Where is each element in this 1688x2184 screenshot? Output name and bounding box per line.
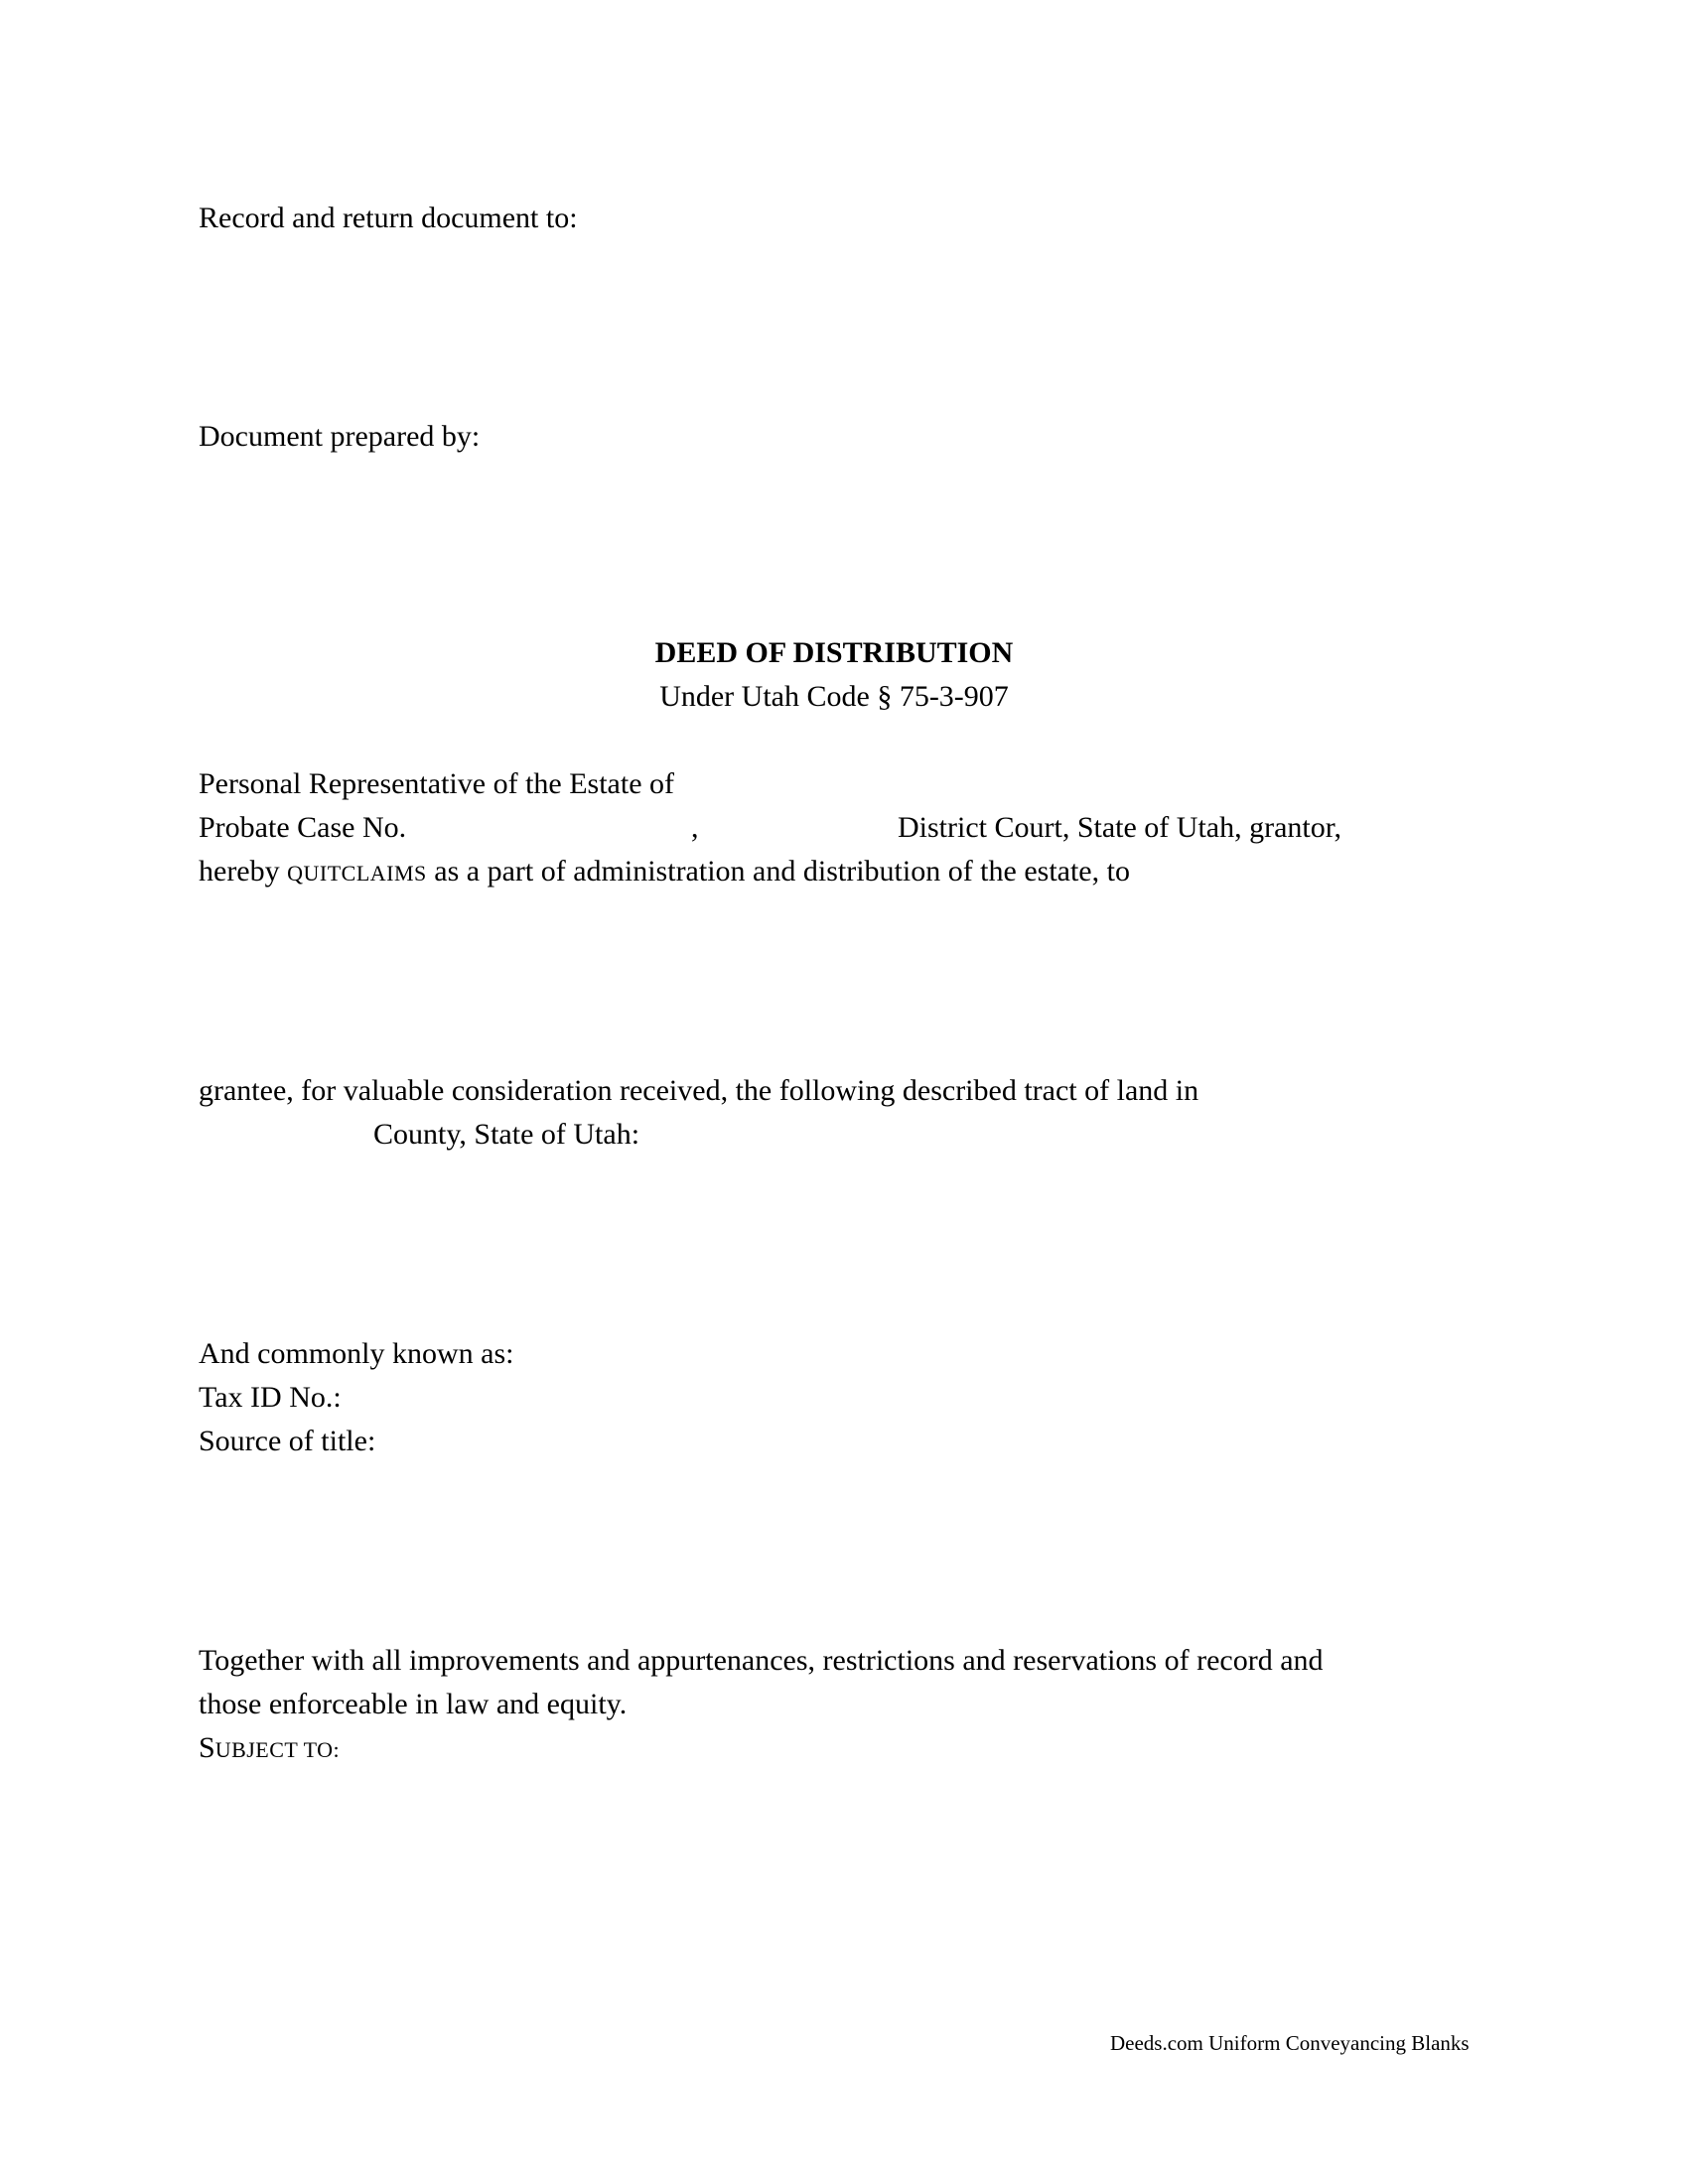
tax-id-label: Tax ID No.: bbox=[199, 1381, 342, 1414]
probate-case-label: Probate Case No. bbox=[199, 811, 407, 844]
equity-line: those enforceable in law and equity. bbox=[199, 1688, 628, 1720]
estate-line: Personal Representative of the Estate of bbox=[199, 767, 675, 800]
quitclaims-term: QUITCLAIMS bbox=[287, 861, 427, 886]
source-title-label: Source of title: bbox=[199, 1425, 376, 1457]
probate-comma: , bbox=[691, 811, 699, 844]
record-return-label: Record and return document to: bbox=[199, 202, 578, 234]
commonly-known-label: And commonly known as: bbox=[199, 1337, 514, 1370]
subject-rest: UBJECT TO: bbox=[214, 1737, 341, 1762]
prepared-by-label: Document prepared by: bbox=[199, 420, 481, 453]
document-title: DEED OF DISTRIBUTION bbox=[654, 636, 1014, 669]
district-court-text: District Court, State of Utah, grantor, bbox=[898, 811, 1342, 844]
footer-credit: Deeds.com Uniform Conveyancing Blanks bbox=[1110, 2031, 1470, 2055]
grantee-line: grantee, for valuable consideration received, the following described tract of land in bbox=[199, 1074, 1199, 1107]
hereby-text: hereby bbox=[199, 855, 280, 887]
improvements-line: Together with all improvements and appurtenances, restrictions and reservations of record and bbox=[199, 1644, 1324, 1677]
subject-to-label bbox=[199, 1726, 340, 1772]
subject-initial: S bbox=[199, 1731, 215, 1764]
document-subtitle: Under Utah Code § 75-3-907 bbox=[659, 680, 1009, 713]
distribution-text: as a part of administration and distribution of the estate, to bbox=[434, 855, 1130, 887]
quitclaim-line bbox=[199, 850, 1130, 895]
county-state-line: County, State of Utah: bbox=[373, 1118, 640, 1151]
